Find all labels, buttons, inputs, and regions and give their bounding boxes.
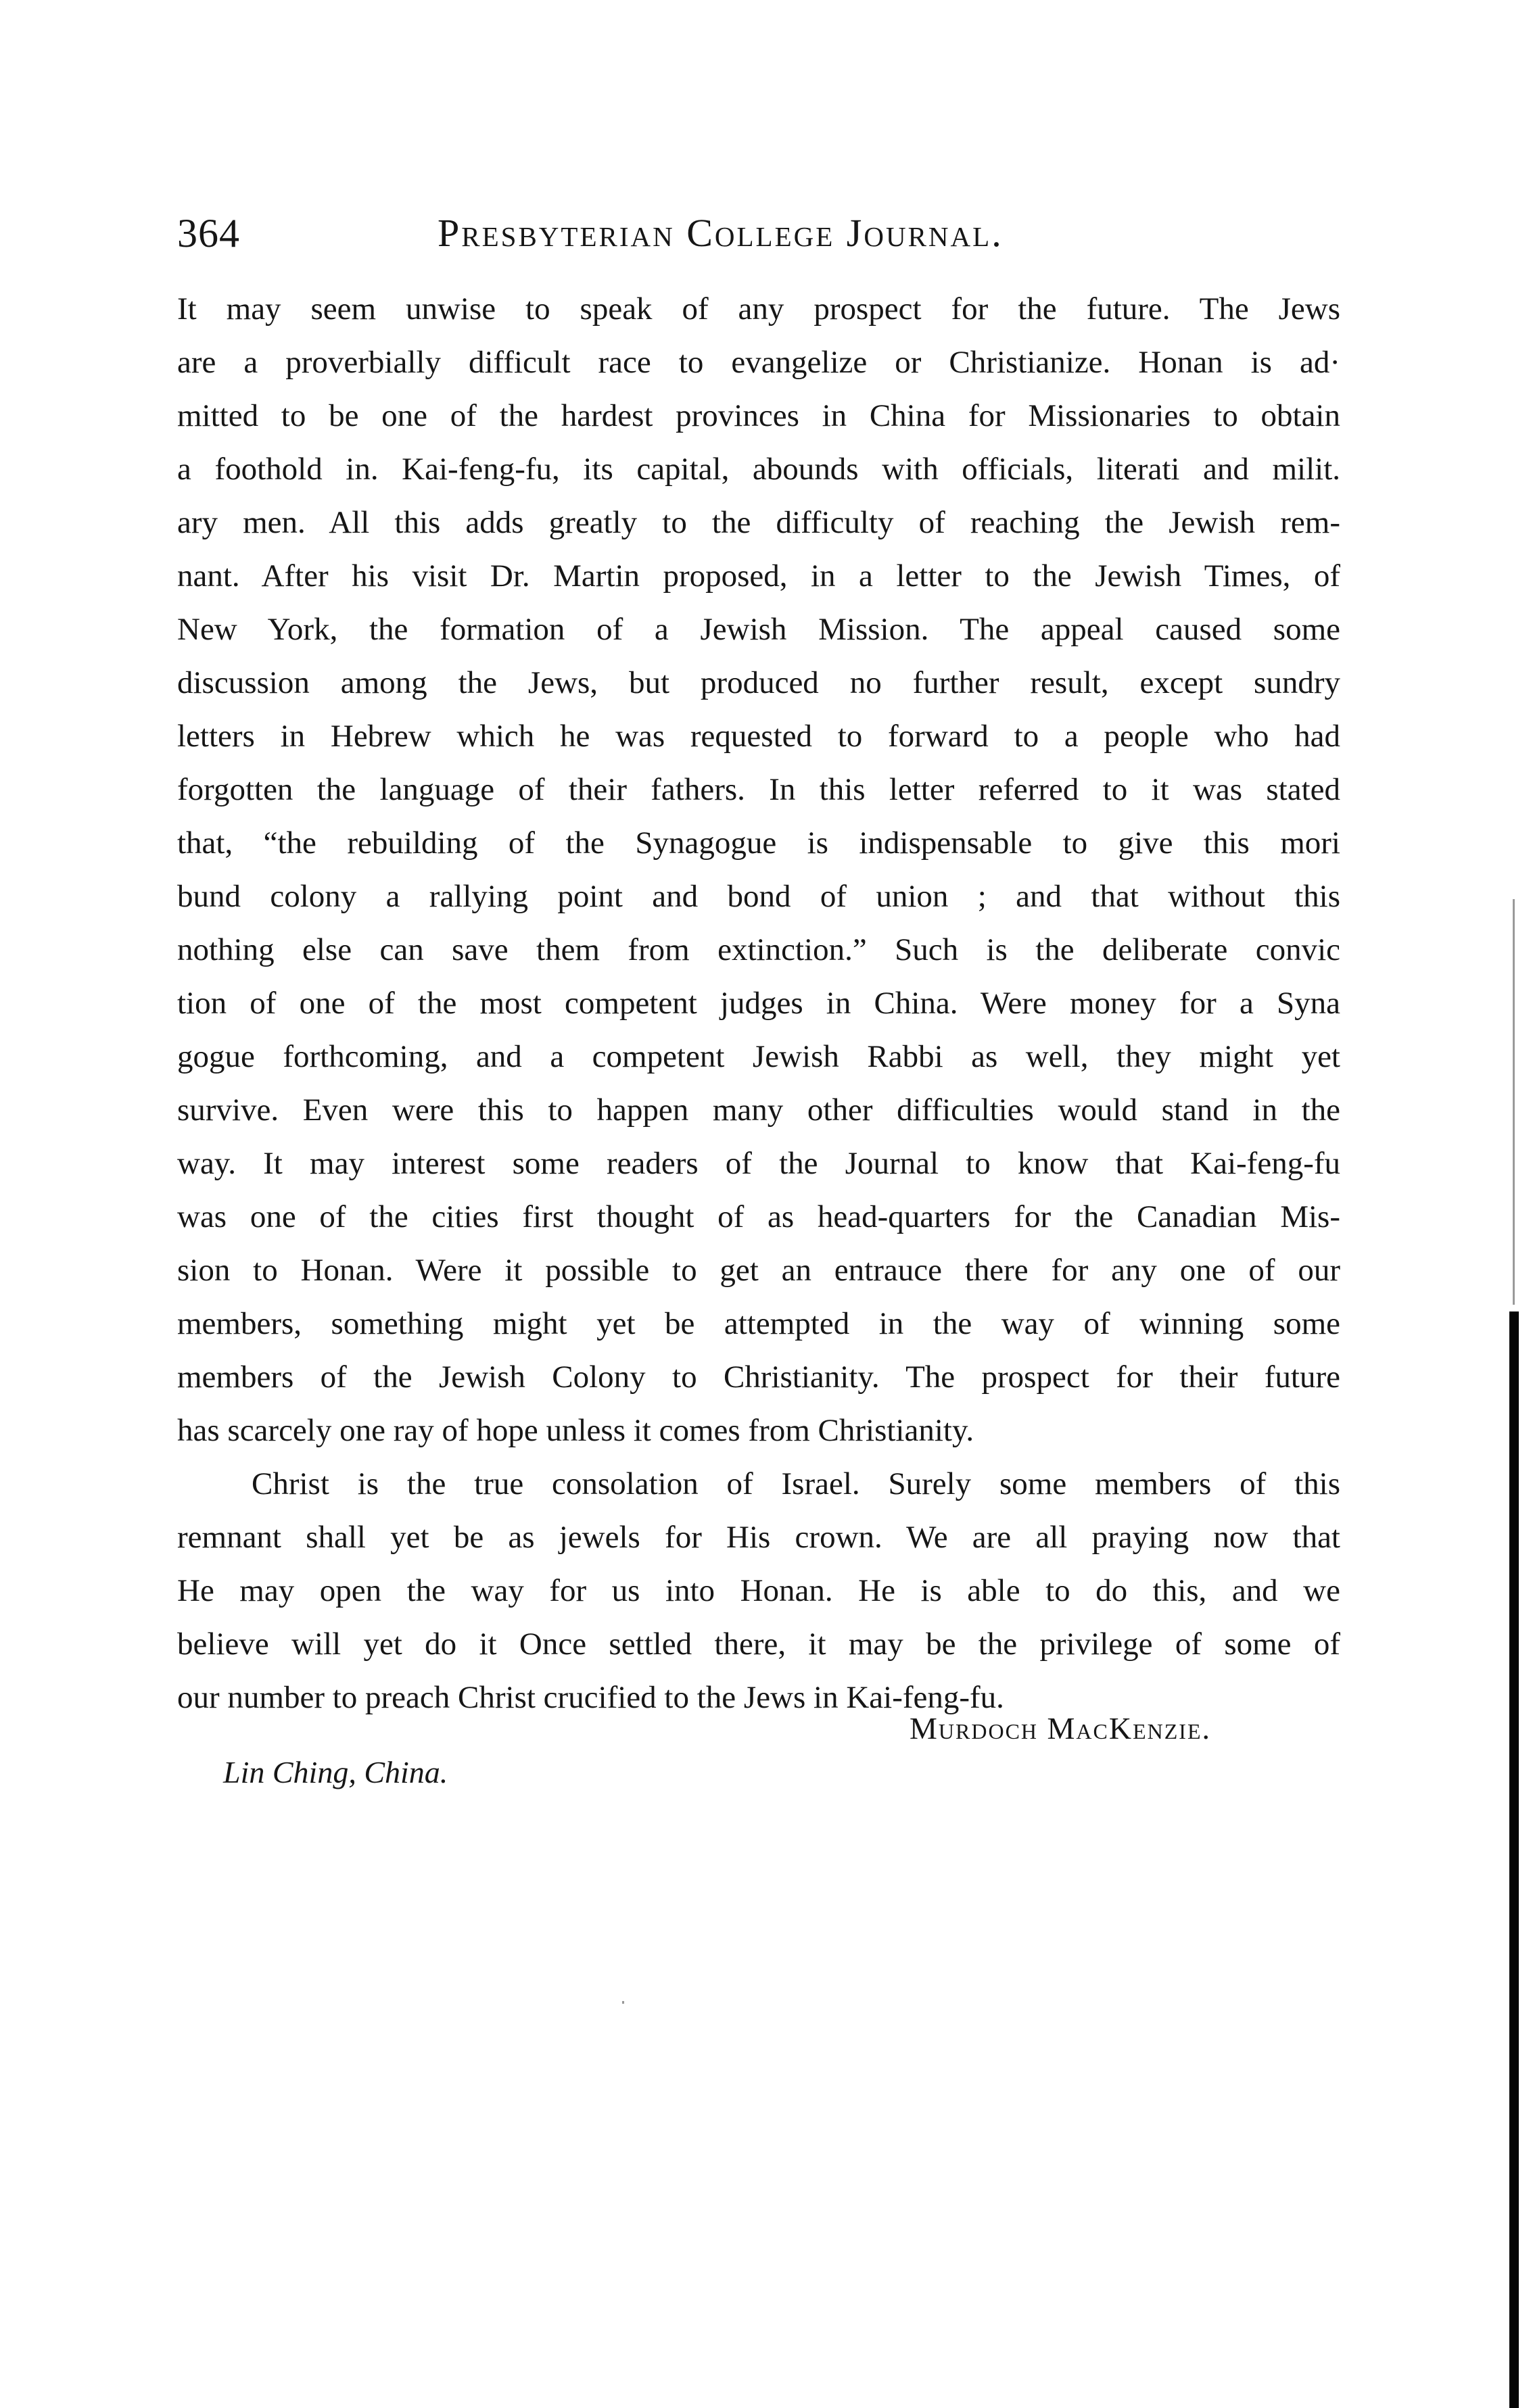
text-line: our number to preach Christ crucified to the Jews in Kai-feng-fu.	[177, 1680, 1004, 1715]
text-line: Christ is the true consolation of Israel. Surely some members of this	[252, 1466, 1340, 1501]
text-line: New York, the formation of a Jewish Mission. The appeal caused some	[177, 612, 1340, 647]
text-line: way. It may interest some readers of the Journal to know that Kai-feng-fu	[177, 1146, 1340, 1181]
scan-edge-line	[1513, 899, 1515, 1305]
text-line: It may seem unwise to speak of any prospect for the future. The Jews	[177, 291, 1340, 327]
text-line: nant. After his visit Dr. Martin proposed, in a letter to the Jewish Times, of	[177, 558, 1340, 594]
page-header	[177, 203, 1354, 264]
text-line: that, “the rebuilding of the Synagogue is indispensable to give this mori	[177, 825, 1340, 861]
text-line: has scarcely one ray of hope unless it comes from Christianity.	[177, 1413, 974, 1448]
paragraph-2	[177, 1458, 1340, 1725]
text-line: ary men. All this adds greatly to the difficulty of reaching the Jewish rem-	[177, 505, 1340, 540]
text-line: are a proverbially difficult race to evangelize or Christianize. Honan is ad·	[177, 345, 1340, 380]
text-line: tion of one of the most competent judges in China. Were money for a Syna	[177, 986, 1340, 1021]
text-line: a foothold in. Kai-feng-fu, its capital, abounds with officials, literati and milit.	[177, 452, 1340, 487]
text-line: sion to Honan. Were it possible to get an entrauce there for any one of our	[177, 1253, 1340, 1288]
text-line: members of the Jewish Colony to Christianity. The prospect for their future	[177, 1359, 1340, 1395]
text-line: remnant shall yet be as jewels for His crown. We are all praying now that	[177, 1520, 1340, 1555]
text-line: members, something might yet be attempted in the way of winning some	[177, 1306, 1340, 1341]
paragraph-1	[177, 283, 1340, 1458]
text-line: nothing else can save them from extinction.” Such is the deliberate convic	[177, 932, 1340, 967]
text-line: mitted to be one of the hardest provinces in China for Missionaries to obtain	[177, 398, 1340, 433]
text-line: letters in Hebrew which he was requested to forward to a people who had	[177, 719, 1340, 754]
text-line: He may open the way for us into Honan. He is able to do this, and we	[177, 1573, 1340, 1608]
text-line: survive. Even were this to happen many other difficulties would stand in the	[177, 1092, 1340, 1128]
text-line: discussion among the Jews, but produced no further result, except sundry	[177, 665, 1340, 700]
text-line: was one of the cities first thought of as head-quarters for the Canadian Mis-	[177, 1199, 1340, 1234]
text-line: forgotten the language of their fathers. In this letter referred to it was stated	[177, 772, 1340, 807]
running-head: Presbyterian College Journal.	[438, 211, 1004, 255]
article-body	[177, 283, 1340, 1725]
text-line: gogue forthcoming, and a competent Jewish Rabbi as well, they might yet	[177, 1039, 1340, 1074]
place-line: Lin Ching, China.	[223, 1755, 448, 1789]
text-line: believe will yet do it Once settled there, it may be the privilege of some of	[177, 1627, 1340, 1662]
scan-speck	[622, 2001, 624, 2004]
scan-edge-shadow	[1509, 1311, 1519, 2408]
text-line: bund colony a rallying point and bond of union ; and that without this	[177, 879, 1340, 914]
page-number: 364	[177, 211, 240, 256]
author-signature: Murdoch MacKenzie.	[910, 1711, 1212, 1745]
